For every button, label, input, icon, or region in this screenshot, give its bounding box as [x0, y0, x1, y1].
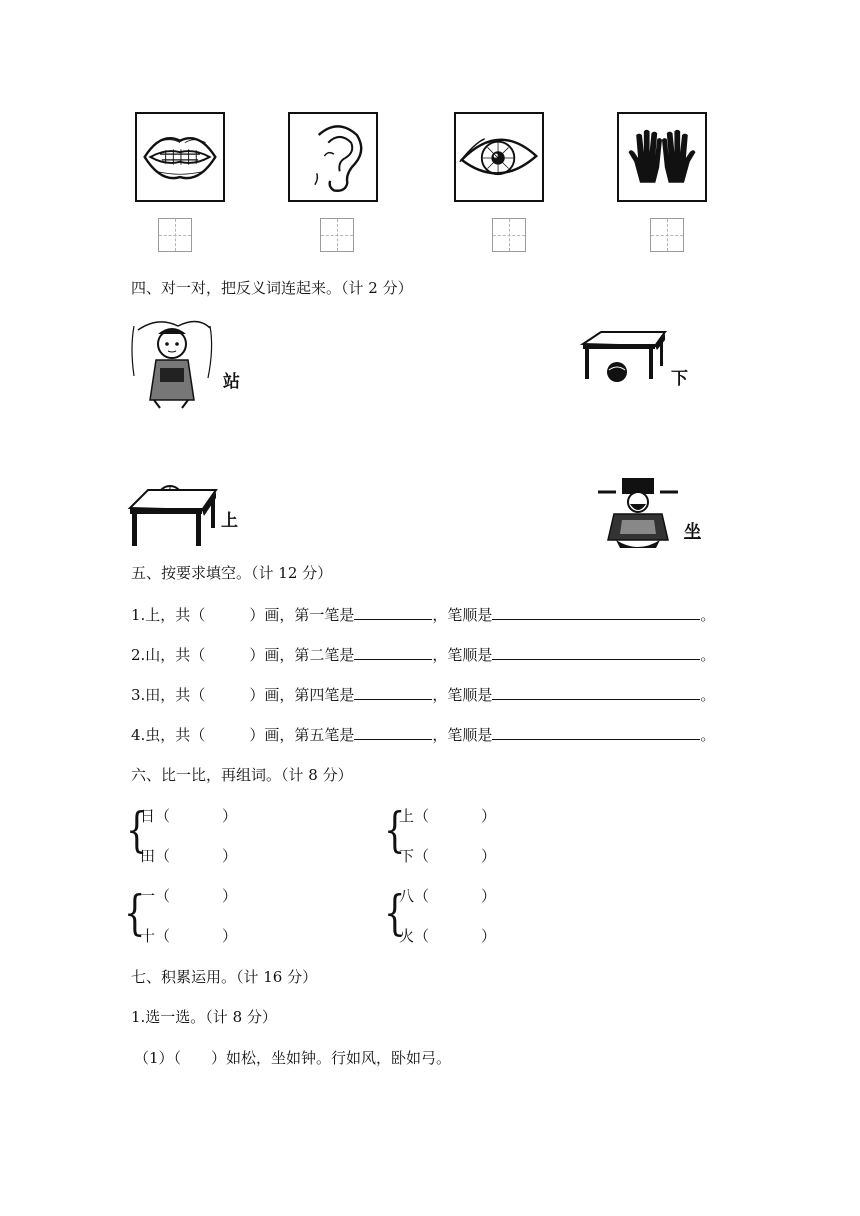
- fill-item-text-a: 2.山，共（: [131, 646, 206, 664]
- fill-item-text-b: ）画，第一笔是: [249, 606, 355, 624]
- fill-item-1: [131, 603, 715, 625]
- fill-item-text-d: 。: [700, 606, 716, 624]
- answer-grid-eye[interactable]: [492, 218, 526, 252]
- table-ball-under-icon: [579, 330, 669, 388]
- question-1[interactable]: （1）（ ）如松，坐如钟。行如风，卧如弓。: [134, 1049, 452, 1067]
- fill-item-text-c: ，笔顺是: [432, 646, 493, 664]
- fill-item-text-b: ）画，第四笔是: [249, 686, 355, 704]
- brace-icon: {: [126, 802, 148, 858]
- stroke-order-blank[interactable]: [492, 723, 700, 740]
- ear-picture: [288, 112, 378, 202]
- stroke-order-blank[interactable]: [492, 643, 700, 660]
- standing-figure-icon: [128, 318, 218, 410]
- table-ball-on-icon: [124, 478, 220, 548]
- pair-4-top[interactable]: 八（ ）: [399, 887, 497, 905]
- answer-grid-mouth[interactable]: [158, 218, 192, 252]
- brace-icon: {: [384, 885, 406, 941]
- fill-item-text-a: 4.虫，共（: [131, 726, 206, 744]
- fill-item-4: [131, 723, 715, 745]
- hands-icon: [619, 114, 705, 200]
- mouth-picture: [135, 112, 225, 202]
- mouth-icon: [137, 114, 223, 200]
- pair-3-top[interactable]: 一（ ）: [140, 887, 238, 905]
- brace-icon: {: [384, 802, 406, 858]
- fifth-stroke-blank[interactable]: [354, 723, 432, 740]
- word-up: 上: [221, 511, 238, 531]
- pair-2-top[interactable]: 上（ ）: [399, 807, 497, 825]
- fill-item-text-b: ）画，第二笔是: [249, 646, 355, 664]
- second-stroke-blank[interactable]: [354, 643, 432, 660]
- opera-figure-sitting: [596, 474, 680, 554]
- fill-item-text-d: 。: [700, 646, 716, 664]
- section6-heading: 六、比一比，再组词。（计 8 分）: [131, 766, 353, 784]
- opera-figure-standing: [128, 318, 218, 410]
- table-ball-on: [124, 478, 220, 548]
- answer-grid-hands[interactable]: [650, 218, 684, 252]
- pair-1-bottom[interactable]: 田（ ）: [140, 847, 238, 865]
- fill-item-text-d: 。: [700, 726, 716, 744]
- fill-item-text-c: ，笔顺是: [432, 606, 493, 624]
- fill-item-text-a: 1.上，共（: [131, 606, 206, 624]
- answer-grid-ear[interactable]: [320, 218, 354, 252]
- fill-item-text-c: ，笔顺是: [432, 726, 493, 744]
- eye-picture: [454, 112, 544, 202]
- fill-item-text-c: ，笔顺是: [432, 686, 493, 704]
- fill-item-text-b: ）画，第五笔是: [249, 726, 355, 744]
- fill-item-text-a: 3.田，共（: [131, 686, 206, 704]
- word-stand: 站: [223, 372, 240, 392]
- stroke-order-blank[interactable]: [492, 603, 700, 620]
- section7-heading: 七、积累运用。（计 16 分）: [131, 968, 318, 986]
- word-sit: 坐: [684, 522, 701, 542]
- first-stroke-blank[interactable]: [354, 603, 432, 620]
- subquestion-1: 1.选一选。（计 8 分）: [131, 1008, 277, 1026]
- fill-item-2: [131, 643, 715, 665]
- fill-item-text-d: 。: [700, 686, 716, 704]
- eye-icon: [456, 114, 542, 200]
- word-down: 下: [671, 369, 688, 389]
- brace-icon: {: [124, 885, 146, 941]
- fourth-stroke-blank[interactable]: [354, 683, 432, 700]
- sitting-figure-icon: [596, 474, 680, 554]
- hands-picture: [617, 112, 707, 202]
- pair-4-bottom[interactable]: 火（ ）: [399, 927, 497, 945]
- stroke-order-blank[interactable]: [492, 683, 700, 700]
- table-ball-under: [579, 330, 669, 388]
- pair-1-top[interactable]: 日（ ）: [140, 807, 238, 825]
- pair-2-bottom[interactable]: 下（ ）: [399, 847, 497, 865]
- fill-item-3: [131, 683, 715, 705]
- section4-heading: 四、对一对，把反义词连起来。（计 2 分）: [131, 279, 413, 297]
- pair-3-bottom[interactable]: 十（ ）: [140, 927, 238, 945]
- ear-icon: [290, 114, 376, 200]
- section5-heading: 五、按要求填空。（计 12 分）: [131, 564, 333, 582]
